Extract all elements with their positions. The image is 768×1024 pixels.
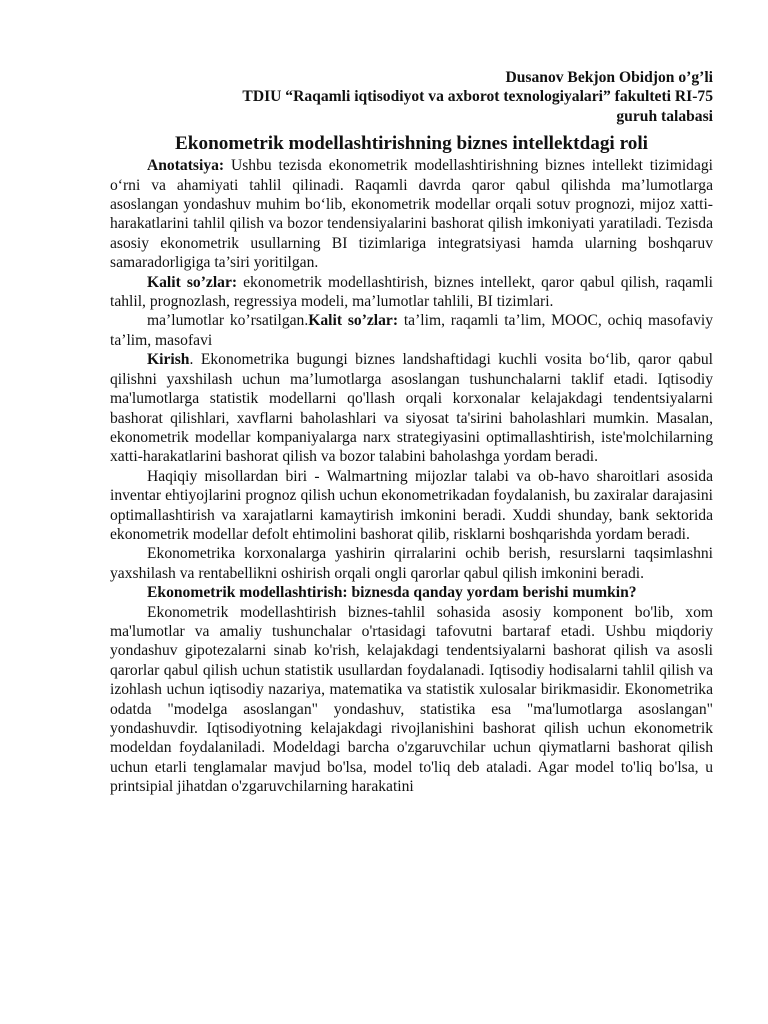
intro-label: Kirish bbox=[147, 351, 190, 369]
author-group: guruh talabasi bbox=[616, 107, 713, 125]
abstract-text: Ushbu tezisda ekonometrik modellashtirishning biznes intellekt tizimidagi o‘rni va ahamiyati tahlil qilinadi. Raqamli davrda qaror qabul qilishda ma’lumotlarga asoslangan yondashuv muhim bo‘lib, ekonometrik modellar orqali sotuv prognozi, mijoz xatti-harakatlarini tahlil qilish va bozor tendensiyalarini bashorat qilish imkoniyati yaratiladi. Tezisda asosiy ekonometrik usullarning BI tizimlariga integratsiyasi hamda ularning boshqaruv samaradorligiga ta’siri yoritilgan. bbox=[110, 157, 713, 272]
intro-paragraph bbox=[110, 350, 713, 466]
keywords-text: ekonometrik modellashtirish, biznes intellekt, qaror qabul qilish, raqamli tahlil, prognozlash, regressiya modeli, ma’lumotlar tahlili, BI tizimlari. bbox=[110, 273, 713, 311]
abstract-label: Anotatsiya: bbox=[147, 157, 225, 175]
intro-text: . Ekonometrika bugungi biznes landshaftidagi kuchli vosita bo‘lib, qaror qabul qilishni yaxshilash uchun ma’lumotlarga asoslangan tushunchalarni taklif etadi. Iqtisodiy ma'lumotlarga statistik modellarni qo'llash orqali korxonalar kelajakdagi tendentsiyalarni bashorat qilishlari, xavflarni baholashlari va siyosat ta'sirini baholashlari mumkin. Masalan, ekonometrik modellar kompaniyalarga narx strategiyasini optimallashtirish, iste'molchilarning xatti-harakatlarini bashorat qilish va bozor talabini baholashga yordam beradi. bbox=[110, 351, 713, 466]
author-affiliation: TDIU “Raqamli iqtisodiyot va axborot texnologiyalari” fakulteti RI-75 bbox=[242, 88, 713, 106]
stray-keywords-text: ta’lim, raqamli ta’lim, MOOC, ochiq masofaviy ta’lim, masofavi bbox=[110, 312, 714, 349]
stray-keywords-paragraph bbox=[110, 311, 713, 350]
keywords-paragraph bbox=[110, 273, 713, 312]
document-page bbox=[110, 68, 713, 797]
section-heading-text: Ekonometrik modellashtirish: biznesda qanday yordam berishi mumkin? bbox=[147, 584, 637, 602]
author-block bbox=[110, 68, 713, 126]
stray-prefix: ma’lumotlar ko’rsatilgan. bbox=[147, 312, 309, 330]
keywords-label: Kalit so’zlar: bbox=[147, 273, 238, 291]
main-paragraph: Ekonometrik modellashtirish biznes-tahlil sohasida asosiy komponent bo'lib, xom ma'lumotlar va amaliy tushunchalar o'rtasidagi tafovutni bartaraf etadi. Ushbu miqdoriy yondashuv gipotezalarni sinab ko'rish, kelajakdagi tendentsiyalarni bashorat qilish va asosli qarorlar qabul qilish uchun statistik usullardan foydalanadi. Iqtisodiy hodisalarni tahlil qilish va izohlash uchun iqtisodiy nazariya, matematika va statistik xulosalar birikmasidir. Ekonometrika odatda "modelga asoslangan" yondashuv, statistika esa "ma'lumotlarga asoslangan" yondashuvdir. Iqtisodiyotning kelajakdagi rivojlanishini bashorat qilish uchun ekonometrik modeldan foydalaniladi. Modeldagi barcha o'zgaruvchilar uchun qiymatlarni bashorat qilish uchun etarli tenglamalar mavjud bo'lsa, model to'liq deb ataladi. Agar model to'liq bo'lsa, u printsipial jihatdan o'zgaruvchilarning harakatini bbox=[110, 603, 713, 796]
stray-keywords-label: Kalit so’zlar: bbox=[308, 312, 399, 330]
section-heading bbox=[110, 583, 713, 602]
abstract-paragraph bbox=[110, 156, 713, 272]
hidden-potential-paragraph: Ekonometrika korxonalarga yashirin qirralarini ochib berish, resurslarni taqsimlashni yaxshilash va rentabellikni oshirish orqali ongli qarorlar qabul qilish imkonini beradi. bbox=[110, 545, 713, 582]
author-name: Dusanov Bekjon Obidjon o’g’li bbox=[505, 69, 713, 86]
walmart-paragraph: Haqiqiy misollardan biri - Walmartning mijozlar talabi va ob-havo sharoitlari asosida inventar ehtiyojlarini prognoz qilish uchun ekonometrikadan foydalanish, bu zaxiralar darajasini optimallashtirish va xarajatlarni kamaytirish imkonini beradi. Xuddi shunday, bank sektorida ekonometrik modellar defolt ehtimolini bashorat qilib, risklarni boshqarishda yordam beradi. bbox=[110, 467, 713, 543]
document-title: Ekonometrik modellashtirishning biznes intellektdagi roli bbox=[175, 133, 648, 155]
